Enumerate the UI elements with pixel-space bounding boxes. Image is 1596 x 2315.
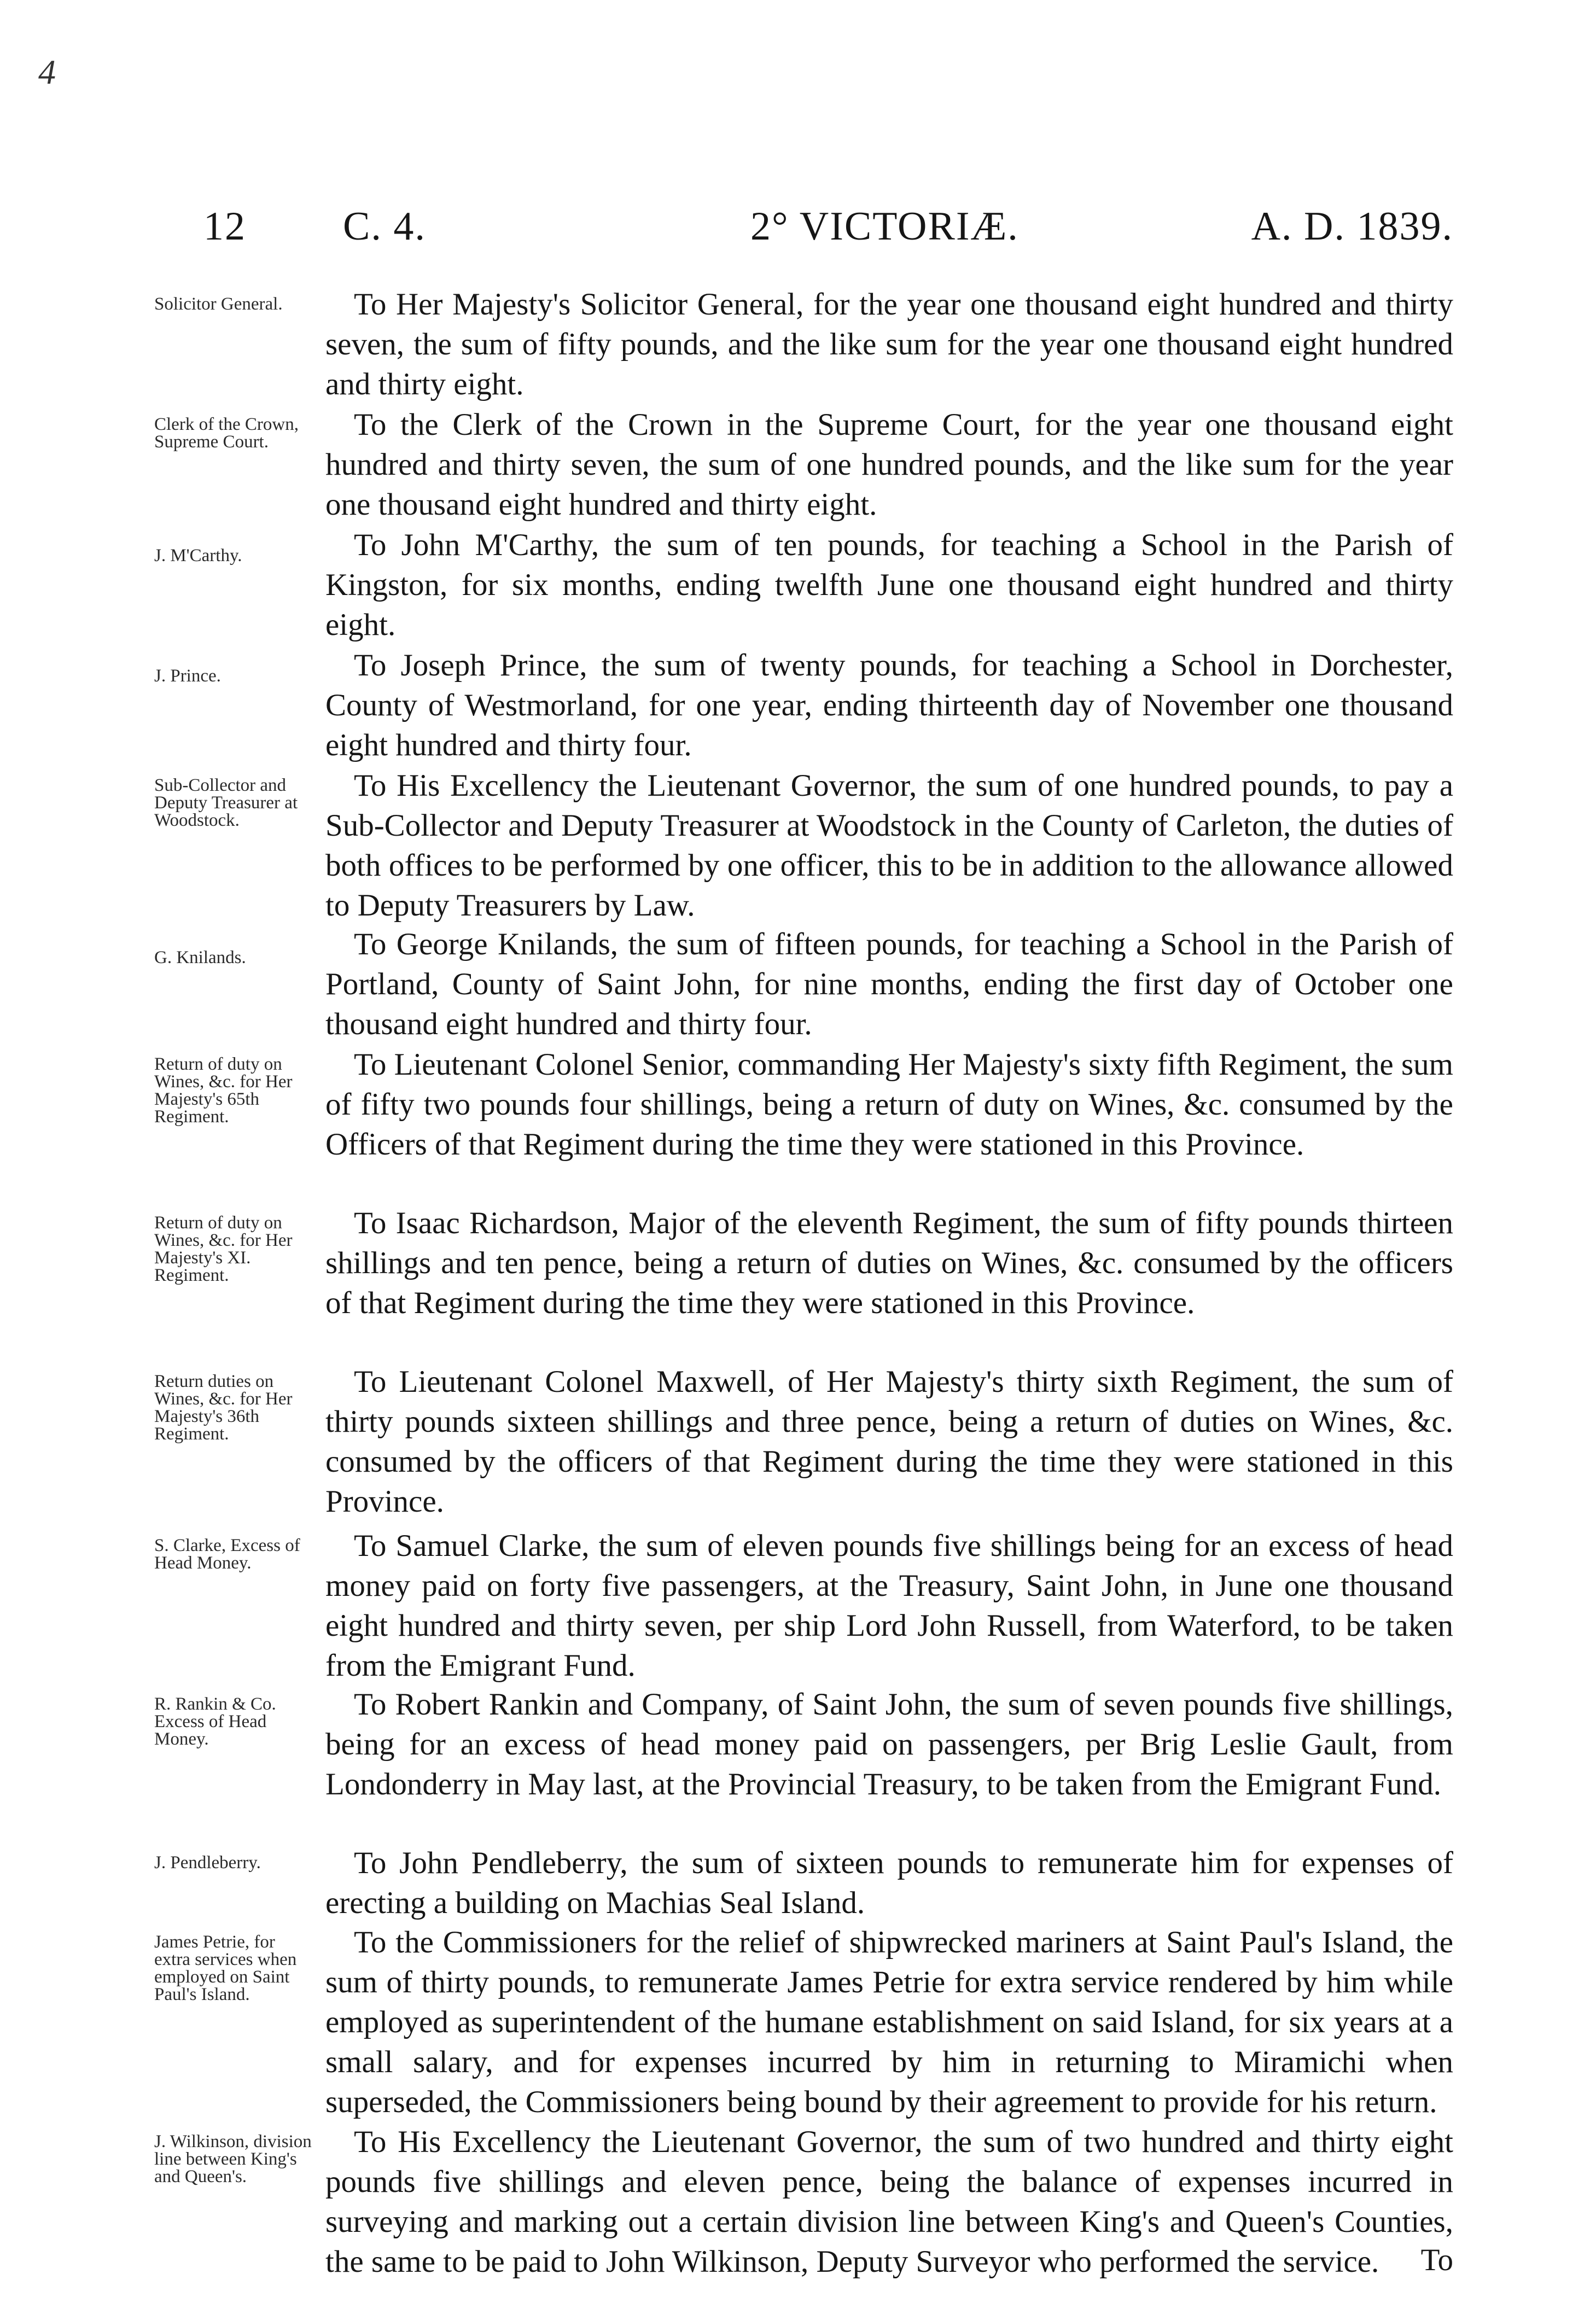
page-number: 12 — [203, 204, 246, 249]
entry-text: To the Commissioners for the relief of shipwrecked mariners at Saint Paul's Island, the sum of thirty pounds, to remunerate James Petrie for extra service rendered by him while employed as superintendent of the humane establishment on said Island, for six years at a small salary, and for expenses incurred by him in returning to Miramichi when superseded, the Commissioners being bound by their agreement to provide for his return. — [325, 1925, 1453, 2119]
entry-text: To His Excellency the Lieutenant Governor, the sum of two hundred and thirty eight pounds five shillings and eleven pence, being the balance of expenses incurred in surveying and marking out a certain division line between King's and Queen's Counties, the same to be paid to John Wilkinson, Deputy Surveyor who performed the service. — [325, 2125, 1453, 2279]
entry-text: To Isaac Richardson, Major of the eleventh Regiment, the sum of fifty pounds thirteen shillings and ten pence, being a return of duties on Wines, &c. consumed by the officers of that Regiment during the time they were stationed in this Province. — [325, 1206, 1453, 1320]
entry-text: To Lieutenant Colonel Maxwell, of Her Majesty's thirty sixth Regiment, the sum of thirty pounds sixteen shillings and three pence, being a return of duties on Wines, &c. consumed by the officers of that Regiment during the time they were stationed in this Province. — [325, 1364, 1453, 1519]
margin-note: G. Knilands. — [154, 948, 246, 967]
entry-text: To Lieutenant Colonel Senior, commanding Her Majesty's sixty fifth Regiment, the sum of fifty two pounds four shillings, being a return of duty on Wines, &c. consumed by the Officers of that Regiment during the time they were stationed in this Province. — [325, 1047, 1453, 1162]
catchword: To — [1420, 2243, 1453, 2277]
entry-text: To Robert Rankin and Company, of Saint John, the sum of seven pounds five shillings, being for an excess of head money paid on passengers, per Brig Leslie Gault, from Londonderry in May last, at the Provincial Treasury, to be taken from the Emigrant Fund. — [325, 1687, 1453, 1801]
margin-note: James Petrie, for extra services when employed on Saint Paul's Island. — [154, 1932, 297, 2004]
entry-text: To the Clerk of the Crown in the Supreme Court, for the year one thousand eight hundred and thirty seven, the sum of one hundred pounds, and the like sum for the year one thousand eight hundred and thirty eight. — [325, 407, 1453, 522]
margin-note: Sub-Collector and Deputy Treasurer at Woodstock. — [154, 775, 298, 830]
reign-title: 2° VICTORIÆ. — [750, 204, 1019, 249]
margin-note: Return duties on Wines, &c. for Her Majesty's 36th Regiment. — [154, 1372, 293, 1444]
margin-note: Solicitor General. — [154, 294, 283, 314]
chapter-label: C. 4. — [343, 204, 426, 249]
margin-note: J. Wilkinson, division line between King's and Queen's. — [154, 2132, 312, 2186]
entry-text: To Joseph Prince, the sum of twenty pounds, for teaching a School in Dorchester, County of Westmorland, for one year, ending thirteenth day of November one thousand eight hundred and thirty four. — [325, 648, 1453, 762]
entry-text: To Her Majesty's Solicitor General, for the year one thousand eight hundred and thirty seven, the sum of fifty pounds, and the like sum for the year one thousand eight hundred and thirty eight. — [325, 287, 1453, 401]
margin-note: J. Prince. — [154, 666, 221, 686]
margin-note: S. Clarke, Excess of Head Money. — [154, 1536, 300, 1573]
margin-note: J. M'Carthy. — [154, 546, 242, 565]
entry-text: To George Knilands, the sum of fifteen pounds, for teaching a School in the Parish of Portland, County of Saint John, for nine months, ending the first day of October one thousand eight hundred and thirty four. — [325, 927, 1453, 1041]
margin-note: Return of duty on Wines, &c. for Her Majesty's XI. Regiment. — [154, 1213, 293, 1285]
entry-text: To John M'Carthy, the sum of ten pounds, for teaching a School in the Parish of Kingston, for six months, ending twelfth June one thousand eight hundred and thirty eight. — [325, 528, 1453, 642]
entry-text: To John Pendleberry, the sum of sixteen pounds to remunerate him for expenses of erecting a building on Machias Seal Island. — [325, 1846, 1453, 1920]
corner-mark: 4 — [38, 53, 56, 91]
margin-note: Clerk of the Crown, Supreme Court. — [154, 415, 299, 452]
page-header — [203, 203, 1453, 253]
margin-note: R. Rankin & Co. Excess of Head Money. — [154, 1694, 276, 1749]
entry-text: To Samuel Clarke, the sum of eleven pounds five shillings being for an excess of head money paid on forty five passengers, at the Treasury, Saint John, in June one thousand eight hundred and thirty seven, per ship Lord John Russell, from Waterford, to be taken from the Emigrant Fund. — [325, 1529, 1453, 1683]
margin-note: Return of duty on Wines, &c. for Her Majesty's 65th Regiment. — [154, 1054, 293, 1127]
margin-note: J. Pendleberry. — [154, 1853, 261, 1873]
entry-text: To His Excellency the Lieutenant Governor, the sum of one hundred pounds, to pay a Sub-Collector and Deputy Treasurer at Woodstock in the County of Carleton, the duties of both offices to be performed by one officer, this to be in addition to the allowance allowed to Deputy Treasurers by Law. — [325, 768, 1453, 923]
year-label: A. D. 1839. — [1251, 204, 1453, 249]
